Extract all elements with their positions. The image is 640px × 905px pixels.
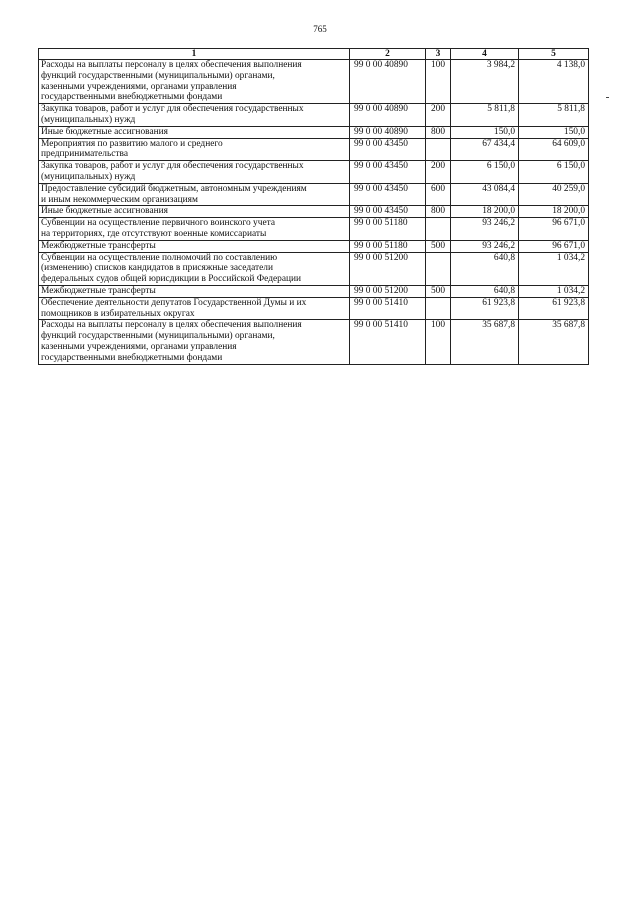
row-sum-year-2: 1 034,2 xyxy=(519,252,589,285)
row-sum-year-1: 61 923,8 xyxy=(451,297,519,320)
row-sum-year-1: 93 246,2 xyxy=(451,240,519,252)
row-name-line: помощников в избирательных округах xyxy=(41,308,195,319)
row-code: 99 0 00 40890 xyxy=(350,104,426,127)
table-row xyxy=(39,218,589,241)
row-code: 99 0 00 51180 xyxy=(350,240,426,252)
row-name-line: Иные бюджетные ассигнования xyxy=(41,206,168,217)
row-name-line: Закупка товаров, работ и услуг для обеспечения государственных xyxy=(41,104,304,115)
row-name-line: функций государственными (муниципальными) органами, xyxy=(41,70,275,81)
page-number: 765 xyxy=(313,24,327,34)
row-name xyxy=(39,138,350,161)
column-header-expense-type: 3 xyxy=(426,49,451,60)
row-name xyxy=(39,60,350,104)
row-name-line: и иным некоммерческим организациям xyxy=(41,194,198,205)
row-sum-year-2: 5 811,8 xyxy=(519,104,589,127)
row-code: 99 0 00 40890 xyxy=(350,60,426,104)
row-name xyxy=(39,252,350,285)
row-sum-year-1: 35 687,8 xyxy=(451,320,519,364)
row-code: 99 0 00 43450 xyxy=(350,183,426,206)
table-row xyxy=(39,161,589,184)
margin-mark xyxy=(606,97,609,98)
row-expense-type: 200 xyxy=(426,104,451,127)
row-expense-type: 500 xyxy=(426,240,451,252)
table-row xyxy=(39,126,589,138)
row-name-line: (изменению) списков кандидатов в присяжные заседатели xyxy=(41,263,273,274)
column-header-sum-year-1: 4 xyxy=(451,49,519,60)
row-expense-type: 500 xyxy=(426,285,451,297)
row-sum-year-1: 93 246,2 xyxy=(451,218,519,241)
row-name xyxy=(39,218,350,241)
row-name-line: казенными учреждениями, органами управления xyxy=(41,81,237,92)
row-code: 99 0 00 43450 xyxy=(350,161,426,184)
row-sum-year-2: 96 671,0 xyxy=(519,218,589,241)
row-name-line: функций государственными (муниципальными) органами, xyxy=(41,331,275,342)
row-name-line: Расходы на выплаты персоналу в целях обеспечения выполнения xyxy=(41,320,302,331)
row-name-line: казенными учреждениями, органами управления xyxy=(41,341,237,352)
row-sum-year-2: 64 609,0 xyxy=(519,138,589,161)
row-name xyxy=(39,183,350,206)
row-sum-year-2: 6 150,0 xyxy=(519,161,589,184)
row-name-line: Предоставление субсидий бюджетным, автономным учреждениям xyxy=(41,183,307,194)
row-expense-type: 200 xyxy=(426,161,451,184)
row-name-line: Расходы на выплаты персоналу в целях обеспечения выполнения xyxy=(41,60,302,70)
row-name xyxy=(39,320,350,364)
column-header-sum-year-2: 5 xyxy=(519,49,589,60)
row-code: 99 0 00 51180 xyxy=(350,218,426,241)
table-row xyxy=(39,297,589,320)
row-name-line: на территориях, где отсутствуют военные комиссариаты xyxy=(41,228,267,239)
row-expense-type xyxy=(426,252,451,285)
row-sum-year-1: 150,0 xyxy=(451,126,519,138)
column-header-name: 1 xyxy=(39,49,350,60)
row-sum-year-1: 640,8 xyxy=(451,285,519,297)
table-row xyxy=(39,285,589,297)
budget-table xyxy=(38,48,589,365)
row-sum-year-2: 4 138,0 xyxy=(519,60,589,104)
row-name-line: федеральных судов общей юрисдикции в Российской Федерации xyxy=(41,274,302,285)
table-row xyxy=(39,206,589,218)
row-sum-year-2: 35 687,8 xyxy=(519,320,589,364)
row-sum-year-1: 5 811,8 xyxy=(451,104,519,127)
row-name xyxy=(39,104,350,127)
row-sum-year-1: 6 150,0 xyxy=(451,161,519,184)
row-name xyxy=(39,161,350,184)
row-expense-type xyxy=(426,218,451,241)
row-sum-year-1: 67 434,4 xyxy=(451,138,519,161)
row-sum-year-2: 1 034,2 xyxy=(519,285,589,297)
row-sum-year-1: 18 200,0 xyxy=(451,206,519,218)
row-expense-type xyxy=(426,138,451,161)
row-name-line: Мероприятия по развитию малого и среднего xyxy=(41,138,223,149)
row-expense-type: 100 xyxy=(426,320,451,364)
row-name-line: (муниципальных) нужд xyxy=(41,114,136,125)
row-code: 99 0 00 43450 xyxy=(350,138,426,161)
row-sum-year-2: 150,0 xyxy=(519,126,589,138)
row-expense-type: 800 xyxy=(426,126,451,138)
row-name-line: (муниципальных) нужд xyxy=(41,171,136,182)
row-code: 99 0 00 51200 xyxy=(350,285,426,297)
row-name-line: Иные бюджетные ассигнования xyxy=(41,126,168,137)
row-code: 99 0 00 51200 xyxy=(350,252,426,285)
row-name xyxy=(39,240,350,252)
table-row xyxy=(39,183,589,206)
row-sum-year-1: 3 984,2 xyxy=(451,60,519,104)
row-name-line: Закупка товаров, работ и услуг для обеспечения государственных xyxy=(41,161,304,172)
table-row xyxy=(39,138,589,161)
column-header-code: 2 xyxy=(350,49,426,60)
row-expense-type xyxy=(426,297,451,320)
row-name xyxy=(39,285,350,297)
table-row xyxy=(39,252,589,285)
row-sum-year-1: 640,8 xyxy=(451,252,519,285)
row-sum-year-2: 61 923,8 xyxy=(519,297,589,320)
row-code: 99 0 00 43450 xyxy=(350,206,426,218)
row-name xyxy=(39,126,350,138)
row-code: 99 0 00 40890 xyxy=(350,126,426,138)
table-body xyxy=(39,60,589,365)
row-sum-year-1: 43 084,4 xyxy=(451,183,519,206)
row-expense-type: 100 xyxy=(426,60,451,104)
table-row xyxy=(39,240,589,252)
header-row xyxy=(39,49,589,60)
row-sum-year-2: 40 259,0 xyxy=(519,183,589,206)
row-name-line: предпринимательства xyxy=(41,149,128,160)
row-name-line: государственными внебюджетными фондами xyxy=(41,352,223,363)
row-name-line: Обеспечение деятельности депутатов Государственной Думы и их xyxy=(41,297,307,308)
row-code: 99 0 00 51410 xyxy=(350,297,426,320)
table-row xyxy=(39,60,589,104)
table-row xyxy=(39,104,589,127)
row-name-line: Субвенции на осуществление первичного воинского учета xyxy=(41,218,275,229)
table-row xyxy=(39,320,589,364)
row-name-line: Межбюджетные трансферты xyxy=(41,285,156,296)
row-sum-year-2: 18 200,0 xyxy=(519,206,589,218)
row-code: 99 0 00 51410 xyxy=(350,320,426,364)
row-name-line: Субвенции на осуществление полномочий по составлению xyxy=(41,252,278,263)
row-name xyxy=(39,297,350,320)
row-name-line: Межбюджетные трансферты xyxy=(41,240,156,251)
row-name-line: государственными внебюджетными фондами xyxy=(41,92,223,103)
row-expense-type: 600 xyxy=(426,183,451,206)
row-expense-type: 800 xyxy=(426,206,451,218)
row-sum-year-2: 96 671,0 xyxy=(519,240,589,252)
row-name xyxy=(39,206,350,218)
